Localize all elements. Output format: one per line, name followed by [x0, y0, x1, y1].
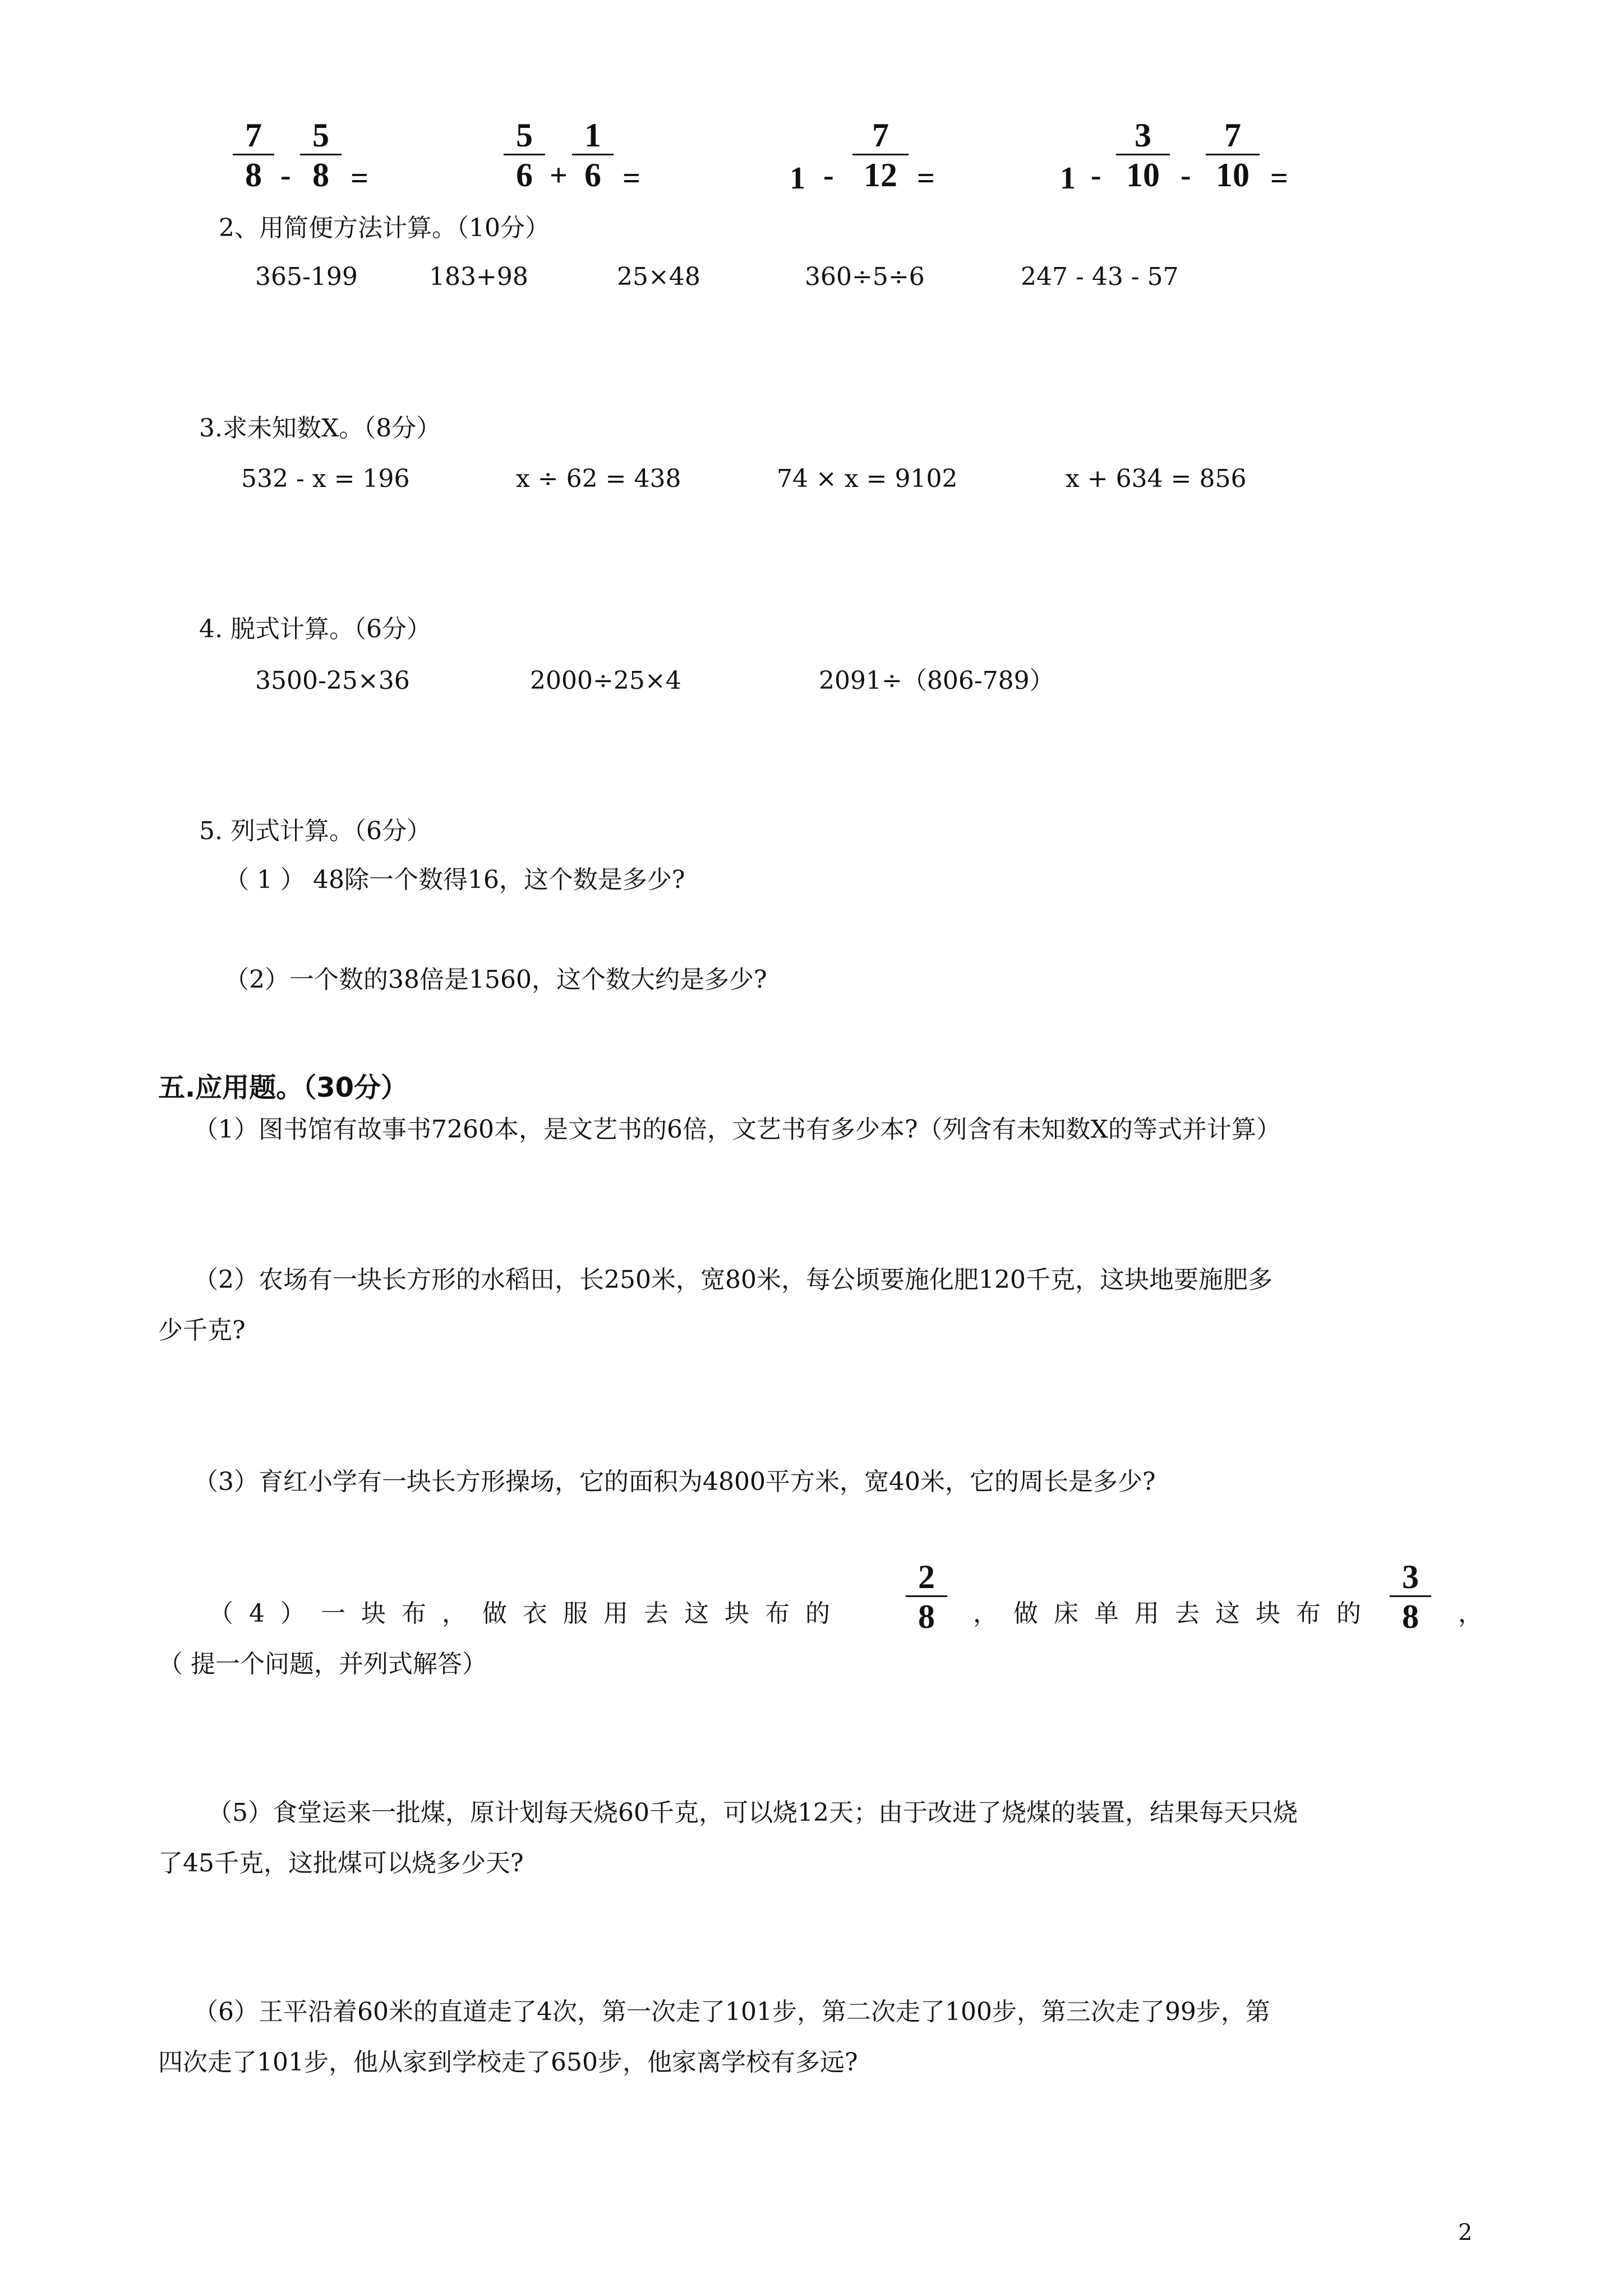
- equals-sign: =: [1270, 161, 1288, 196]
- fraction: [1116, 118, 1170, 192]
- fraction: [906, 1559, 947, 1634]
- whole-number: 1: [790, 161, 805, 196]
- equation: x ÷ 62 = 438: [516, 464, 681, 493]
- expression: 360÷5÷6: [805, 263, 925, 291]
- numerator: 7: [1224, 117, 1241, 154]
- whole-number: 1: [1060, 161, 1076, 196]
- fraction: [300, 118, 342, 192]
- expression: 183+98: [429, 263, 528, 291]
- fraction: [504, 118, 545, 192]
- equals-sign: =: [351, 161, 368, 196]
- fraction: [1206, 118, 1260, 192]
- numerator: 5: [312, 117, 329, 154]
- word-problem: （2）一个数的38倍是1560，这个数大约是多少?: [224, 965, 767, 994]
- section-title: 五.应用题。（30分）: [158, 1072, 408, 1103]
- fraction: [852, 118, 909, 192]
- problem-2-line-1: （2）农场有一块长方形的水稻田，长250米，宽80米，每公顷要施化肥120千克，这块地要施肥多: [193, 1266, 1272, 1294]
- question-3-title: 3.求未知数X。（8分）: [199, 414, 441, 443]
- problem-6-line-1: （6）王平沿着60米的直道走了4次，第一次走了101步，第二次走了100步，第三次走了99步，第: [193, 1998, 1270, 2026]
- numerator: 5: [516, 117, 533, 154]
- denominator: 12: [864, 157, 897, 194]
- equation: 74 × x = 9102: [777, 464, 958, 493]
- numerator: 7: [245, 117, 262, 154]
- denominator: 10: [1126, 157, 1160, 194]
- operator: -: [823, 158, 834, 193]
- denominator: 8: [1402, 1598, 1419, 1635]
- expression: 247 - 43 - 57: [1021, 263, 1179, 291]
- numerator: 3: [1135, 117, 1151, 154]
- fraction: [233, 118, 274, 192]
- problem-5-line-2: 了45千克，这批煤可以烧多少天?: [158, 1849, 524, 1878]
- denominator: 8: [312, 157, 329, 194]
- problem-4-part-2: ，做床单用去这块布的: [973, 1599, 1377, 1628]
- denominator: 8: [245, 157, 262, 194]
- denominator: 8: [918, 1598, 935, 1635]
- question-4-title: 4. 脱式计算。（6分）: [199, 615, 431, 643]
- problem-6-line-2: 四次走了101步，他从家到学校走了650步，他家离学校有多远?: [158, 2048, 858, 2077]
- operator: -: [1091, 158, 1101, 193]
- expression: 25×48: [617, 263, 700, 291]
- word-problem: （ 1 ） 48除一个数得16，这个数是多少?: [224, 866, 685, 894]
- problem-2-line-2: 少千克?: [158, 1316, 246, 1345]
- operator: -: [280, 158, 291, 193]
- page-number: 2: [1458, 2220, 1473, 2246]
- numerator: 7: [872, 117, 889, 154]
- denominator: 10: [1216, 157, 1249, 194]
- numerator: 2: [918, 1558, 935, 1595]
- expression: 3500-25×36: [255, 666, 410, 695]
- problem-4-part-1: （4）一块布，做衣服用去这块布的: [209, 1599, 846, 1628]
- equation: x + 634 = 856: [1066, 464, 1247, 493]
- expression: 365-199: [255, 263, 358, 291]
- equals-sign: =: [917, 161, 935, 196]
- expression: 2091÷（806-789）: [819, 666, 1054, 695]
- numerator: 1: [584, 117, 601, 154]
- numerator: 3: [1402, 1558, 1419, 1595]
- equation: 532 - x = 196: [241, 464, 410, 493]
- denominator: 6: [584, 157, 601, 194]
- question-5-title: 5. 列式计算。（6分）: [199, 817, 431, 845]
- problem-4-part-3: ，: [1458, 1599, 1483, 1628]
- problem-1: （1）图书馆有故事书7260本，是文艺书的6倍，文艺书有多少本?（列含有未知数X的等式并计算）: [193, 1115, 1281, 1144]
- problem-4-line-2: （ 提一个问题，并列式解答）: [158, 1650, 487, 1678]
- denominator: 6: [516, 157, 533, 194]
- problem-3: （3）育红小学有一块长方形操场，它的面积为4800平方米，宽40米，它的周长是多少?: [193, 1467, 1156, 1496]
- fraction: [572, 118, 614, 192]
- fraction: [1390, 1559, 1431, 1634]
- equals-sign: =: [623, 161, 640, 196]
- operator: +: [550, 158, 568, 193]
- question-2-title: 2、用简便方法计算。（10分）: [219, 214, 550, 242]
- operator: -: [1181, 158, 1191, 193]
- expression: 2000÷25×4: [530, 666, 681, 695]
- problem-5-line-1: （5）食堂运来一批煤，原计划每天烧60千克，可以烧12天；由于改进了烧煤的装置，结果每天只烧: [208, 1798, 1298, 1827]
